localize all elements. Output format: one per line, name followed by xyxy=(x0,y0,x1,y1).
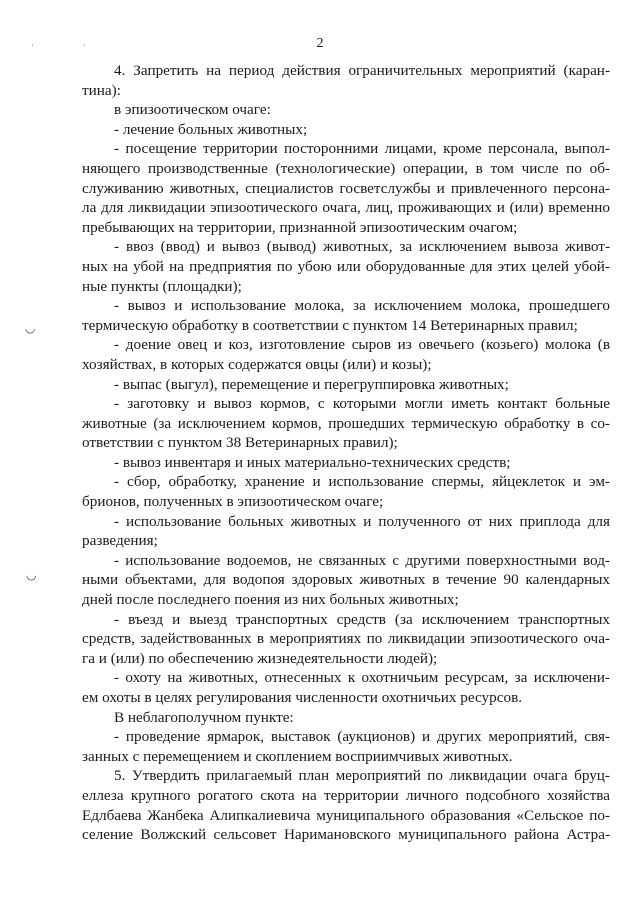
text-line: 5. Утвердить прилагаемый план мероприятий по ликвидации очага бруц- xyxy=(114,767,610,785)
paragraph xyxy=(82,727,610,766)
paragraph xyxy=(82,61,610,100)
paragraph xyxy=(82,766,610,844)
paragraph xyxy=(82,237,610,296)
text-line: 4. Запретить на период действия ограничительных мероприятий (каран- xyxy=(114,62,610,79)
text-line: брионов, полученных в эпизоотическом очаге; xyxy=(82,493,384,511)
text-line: - использование водоемов, не связанных с другими поверхностными вод- xyxy=(114,551,610,569)
text-line: ла для ликвидации эпизоотического очага, лиц, проживающих и (или) временно xyxy=(82,199,610,217)
paragraph xyxy=(114,708,610,728)
paragraph xyxy=(82,668,610,707)
text-line: - выпас (выгул), перемещение и перегруппировка животных; xyxy=(114,375,509,393)
text-line: ем охоты в целях регулирования численности охотничьих ресурсов. xyxy=(82,689,523,706)
paragraph xyxy=(82,551,610,610)
text-line: селение Волжский сельсовет Наримановского муниципального района Астра- xyxy=(82,826,610,844)
scan-hole-mark-2: ◡ xyxy=(26,568,37,582)
text-line: - вывоз инвентаря и иных материально-технических средств; xyxy=(114,453,511,471)
document-body xyxy=(82,61,610,845)
paragraph xyxy=(114,120,610,140)
text-line: занных с перемещением и скоплением восприимчивых животных. xyxy=(82,747,513,765)
text-line: в эпизоотическом очаге: xyxy=(114,101,271,119)
text-line: - охоту на животных, отнесенных к охотничьим ресурсам, за исключени- xyxy=(114,669,610,687)
text-line: ных на убой на предприятия по убою или оборудованные для этих целей убой- xyxy=(82,257,610,275)
text-line: Едлбаева Жанбека Алипкалиевича муниципального образования «Сельское по- xyxy=(82,806,610,824)
paragraph xyxy=(82,296,610,335)
text-line: - лечение больных животных; xyxy=(114,120,308,138)
paragraph xyxy=(82,610,610,669)
scan-hole-mark-1: ◡ xyxy=(25,321,36,335)
scan-corner-mark: ' ' xyxy=(32,43,109,52)
paragraph xyxy=(82,394,610,453)
paragraph xyxy=(114,453,610,473)
text-line: служиванию животных, специалистов госветслужбы и привлеченного персона- xyxy=(82,179,610,197)
text-line: животные (за исключением кормов, прошедших термическую обработку в со- xyxy=(82,414,610,432)
text-line: средств, задействованных в мероприятиях по ликвидации эпизоотического оча- xyxy=(82,630,610,648)
text-line: ными объектами, для водопоя здоровых животных в течение 90 календарных xyxy=(82,571,610,589)
text-line: - ввоз (ввод) и вывоз (вывод) животных, за исключением вывоза живот- xyxy=(114,238,610,256)
paragraph xyxy=(82,512,610,551)
paragraph xyxy=(114,100,610,120)
text-line: пребывающих на территории, признанной эпизоотическим очагом; xyxy=(82,218,518,236)
text-line: еллеза крупного рогатого скота на территории личного подсобного хозяйства xyxy=(82,786,610,804)
text-line: дней после последнего поения из них больных животных; xyxy=(82,591,459,609)
text-line: - доение овец и коз, изготовление сыров из овечьего (козьего) молока (в xyxy=(114,336,610,354)
text-line: разведения; xyxy=(82,532,158,550)
text-line: - проведение ярмарок, выставок (аукционов) и других мероприятий, свя- xyxy=(114,728,610,746)
text-line: - вывоз и использование молока, за исключением молока, прошедшего xyxy=(114,297,610,315)
text-line: га и (или) по обеспечению жизнедеятельности людей); xyxy=(82,649,438,667)
paragraph xyxy=(82,139,610,237)
paragraph xyxy=(114,375,610,395)
text-line: В неблагополучном пункте: xyxy=(114,708,294,726)
text-line: няющего производственные (технологические) операции, в том числе по об- xyxy=(82,159,610,177)
text-line: ные пункты (площадки); xyxy=(82,277,242,295)
text-line: ответствии с пунктом 38 Ветеринарных правил); xyxy=(82,434,398,452)
text-line: термическую обработку в соответствии с пунктом 14 Ветеринарных правил; xyxy=(82,316,578,334)
text-line: хозяйствах, в которых содержатся овцы (или) и козы); xyxy=(82,355,432,373)
page-number: 2 xyxy=(316,36,324,51)
paragraph xyxy=(82,472,610,511)
paragraph xyxy=(82,335,610,374)
text-line: - заготовку и вывоз кормов, с которыми могли иметь контакт больные xyxy=(114,395,610,413)
text-line: - сбор, обработку, хранение и использование спермы, яйцеклеток и эм- xyxy=(114,473,610,491)
text-line: - въезд и выезд транспортных средств (за исключением транспортных xyxy=(114,610,610,628)
text-line: - использование больных животных и полученного от них приплода для xyxy=(114,512,610,530)
text-line: - посещение территории посторонними лицами, кроме персонала, выпол- xyxy=(114,140,610,158)
text-line: тина): xyxy=(82,81,121,99)
